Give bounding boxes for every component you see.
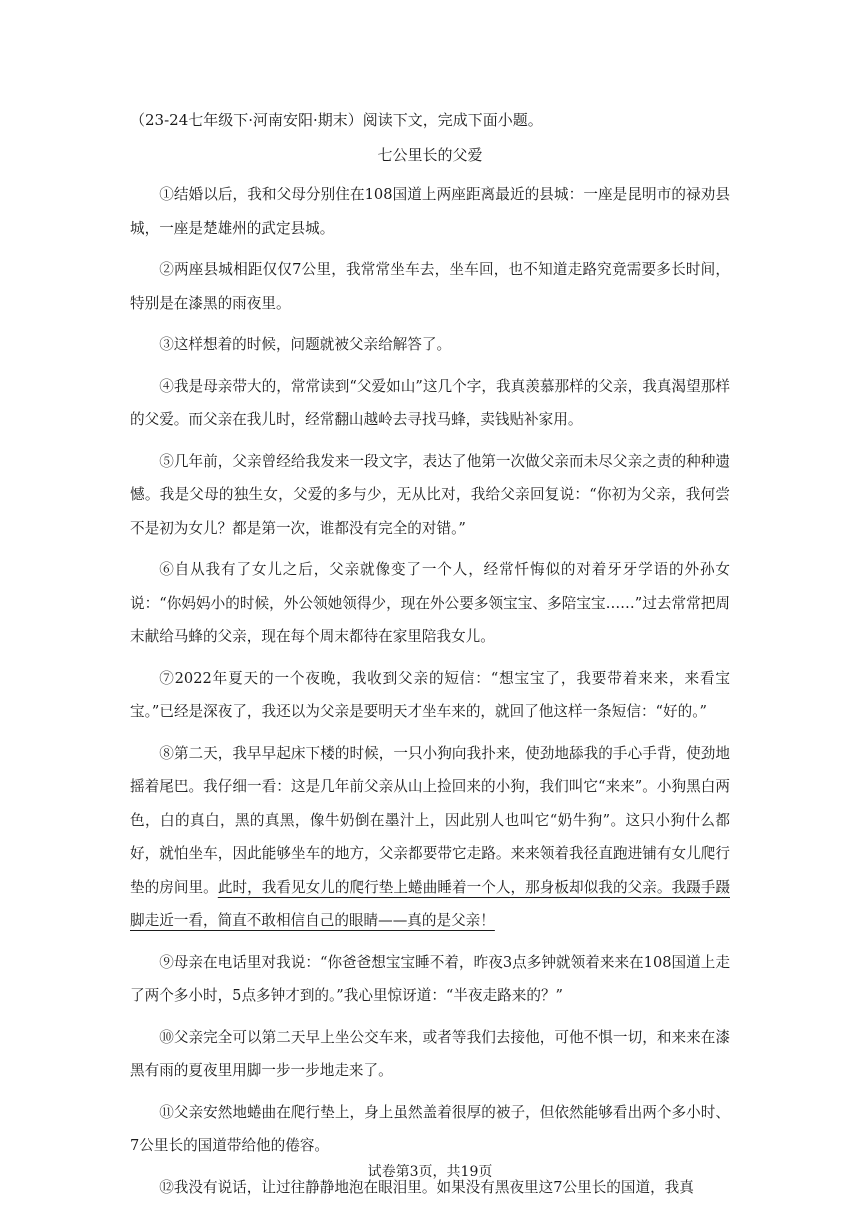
page-footer: 试卷第3页，共19页 <box>367 1164 493 1180</box>
paragraph-text: ⑫我没有说话，让过往静静地泡在眼泪里。如果没有黑夜里这7公里长的国道，我真 <box>159 1178 694 1196</box>
paragraph-text: ③这样想着的时候，问题就被父亲给解答了。 <box>159 336 452 353</box>
paragraph-11 <box>130 1096 730 1163</box>
paragraph-text: ④我是母亲带大的，常常读到“父爱如山”这几个字，我真羡慕那样的父亲，我真渴望那样的父爱。而父亲在我儿时，经常翻山越岭去寻找马蜂，卖钱贴补家用。 <box>130 377 730 428</box>
article-body <box>130 178 730 1212</box>
paragraph-text: ⑧第二天，我早早起床下楼的时候，一只小狗向我扑来，使劲地舔我的手心手背，使劲地摇着尾巴。我仔细一看：这是几年前父亲从山上捡回来的小狗，我们叫它“来来”。小狗黑白两色，白的真白，黑的真黑，像牛奶倒在墨汁上，因此别人也叫它“奶牛狗”。这只小狗什么都好，就怕坐车，因此能够坐车的地方，父亲都要带它走路。来来领着我径直跑进铺有女儿爬行垫的房间里。 <box>130 744 730 896</box>
paragraph-text: ①结婚以后，我和父母分别住在108国道上两座距离最近的县城：一座是昆明市的禄劝县城，一座是楚雄州的武定县城。 <box>130 186 730 237</box>
paragraph-6 <box>130 553 730 654</box>
paragraph-5 <box>130 445 730 546</box>
paragraph-text: ⑪父亲安然地蜷曲在爬行垫上，身上虽然盖着很厚的被子，但依然能够看出两个多小时、7公里长的国道带给他的倦容。 <box>130 1103 730 1154</box>
paragraph-text: ⑥自从我有了女儿之后，父亲就像变了一个人，经常忏悔似的对着牙牙学语的外孙女说：“你妈妈小的时候，外公领她领得少，现在外公要多领宝宝、多陪宝宝……”过去常常把周末献给马蜂的父亲，现在每个周末都待在家里陪我女儿。 <box>130 561 730 645</box>
paragraph-text: ⑩父亲完全可以第二天早上坐公交车来，或者等我们去接他，可他不惧一切，和来来在漆黑有雨的夏夜里用脚一步一步地走来了。 <box>130 1028 730 1079</box>
paragraph-3 <box>130 328 730 362</box>
paragraph-2 <box>130 253 730 320</box>
paragraph-10 <box>130 1021 730 1088</box>
paragraph-4 <box>130 370 730 437</box>
paragraph-9 <box>130 946 730 1013</box>
paragraph-text: ⑤几年前，父亲曾经给我发来一段文字，表达了他第一次做父亲而未尽父亲之责的种种遗憾。我是父母的独生女，父爱的多与少，无从比对，我给父亲回复说：“你初为父亲，我何尝不是初为女儿？都是第一次，谁都没有完全的对错。” <box>130 452 730 537</box>
underlined-sentence: 此时，我看见女儿的爬行垫上蜷曲睡着一个人，那身板却似我的父亲。我蹑手蹑脚走近一看，简直不敢相信自己的眼睛——真的是父亲！ <box>130 878 730 929</box>
paragraph-1 <box>130 178 730 245</box>
paragraph-text: ②两座县城相距仅仅7公里，我常常坐车去，坐车回，也不知道走路究竟需要多长时间，特别是在漆黑的雨夜里。 <box>130 261 730 312</box>
article-title: 七公里长的父爱 <box>377 146 483 164</box>
paragraph-text: ⑦2022年夏天的一个夜晚，我收到父亲的短信：“想宝宝了，我要带着来来，来看宝宝。”已经是深夜了，我还以为父亲是要明天才坐车来的，就回了他这样一条短信：“好的。” <box>130 669 730 720</box>
paragraph-text: ⑨母亲在电话里对我说：“你爸爸想宝宝睡不着，昨夜3点多钟就领着来来在108国道上走了两个多小时，5点多钟才到的。”我心里惊讶道：“半夜走路来的？” <box>130 953 730 1004</box>
paragraph-7 <box>130 662 730 729</box>
paragraph-8 <box>130 737 730 938</box>
question-intro: （23-24七年级下·河南安阳·期末）阅读下文，完成下面小题。 <box>130 111 543 129</box>
